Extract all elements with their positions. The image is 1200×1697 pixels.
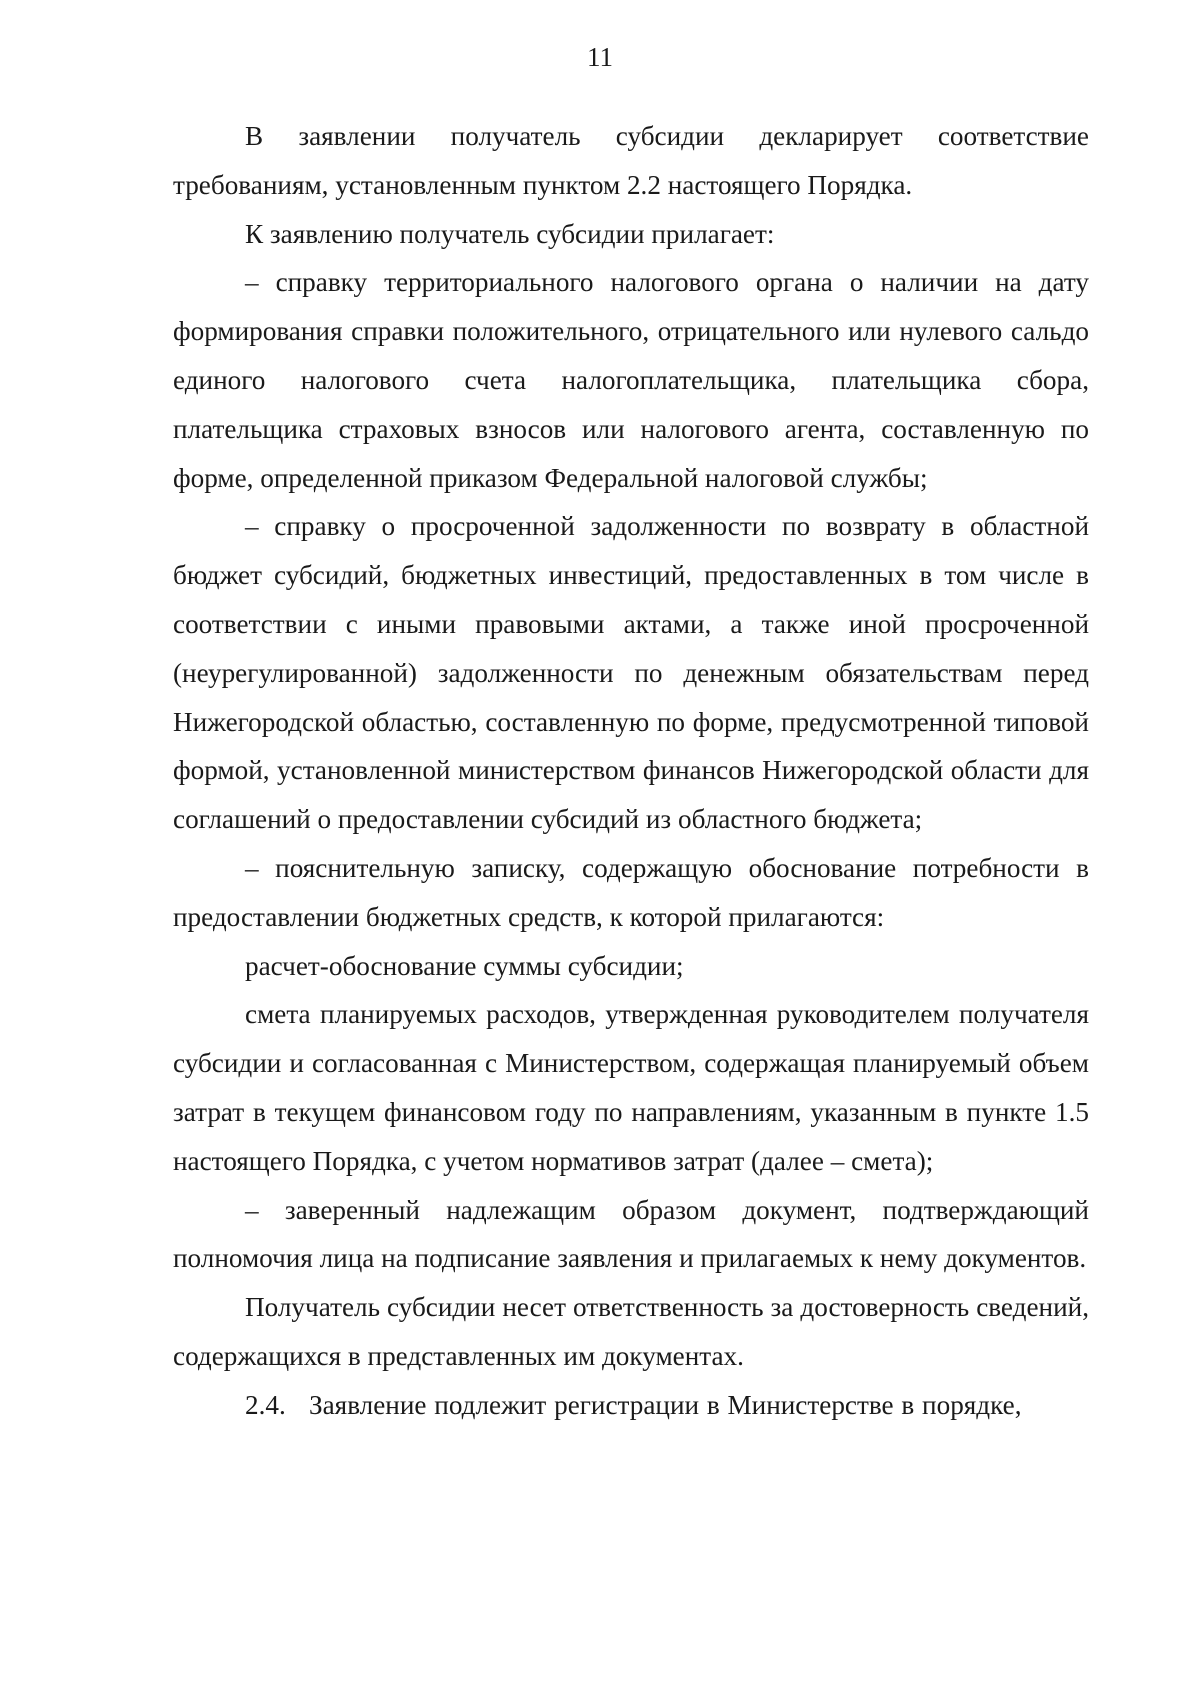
paragraph-explanatory-note: – пояснительную записку, содержащую обоснование потребности в предоставлении бюджетных средств, к которой прилагаются:: [173, 852, 1089, 932]
paragraph-authority-document: – заверенный надлежащим образом документ, подтверждающий полномочия лица на подписание заявления и прилагаемых к нему документов.: [173, 1194, 1089, 1274]
paragraph-responsibility: Получатель субсидии несет ответственность за достоверность сведений, содержащихся в представленных им документах.: [173, 1292, 1089, 1371]
paragraph-attachments-intro: К заявлению получатель субсидии прилагает:: [245, 218, 775, 249]
paragraph-debt-certificate: – справку о просроченной задолженности по возврату в областной бюджет субсидий, бюджетных инвестиций, предоставленных в том числе в соответствии с иными правовыми актами, а также иной просроченной (неурегулированной) задолженности по денежным обязательствам перед Нижегородской областью, составленную по форме, предусмотренной типовой формой, установленной министерством финансов Нижегородской области для соглашений о предоставлении субсидий из областного бюджета;: [173, 511, 1089, 835]
document-body: [173, 112, 1089, 1430]
item-text: Заявление подлежит регистрации в Министерстве в порядке,: [309, 1389, 1022, 1420]
item-number: 2.4.: [245, 1389, 286, 1420]
paragraph-cost-estimate: смета планируемых расходов, утвержденная руководителем получателя субсидии и согласованная с Министерством, содержащая планируемый объем затрат в текущем финансовом году по направлениям, указанным в пункте 1.5 настоящего Порядка, с учетом нормативов затрат (далее – смета);: [173, 999, 1089, 1176]
paragraph-subsidy-calculation: расчет-обоснование суммы субсидии;: [245, 950, 684, 981]
paragraph-tax-certificate: – справку территориального налогового органа о наличии на дату формирования справки положительного, отрицательного или нулевого сальдо единого налогового счета налогоплательщика, плательщика сбора, плательщика страховых взносов или налогового агента, составленную по форме, определенной приказом Федеральной налоговой службы;: [173, 267, 1089, 493]
paragraph-declaration: В заявлении получатель субсидии декларирует соответствие требованиям, установленным пунктом 2.2 настоящего Порядка.: [173, 121, 1089, 200]
paragraph-item-2-4: [173, 1381, 1089, 1430]
page-number: 11: [587, 42, 613, 72]
